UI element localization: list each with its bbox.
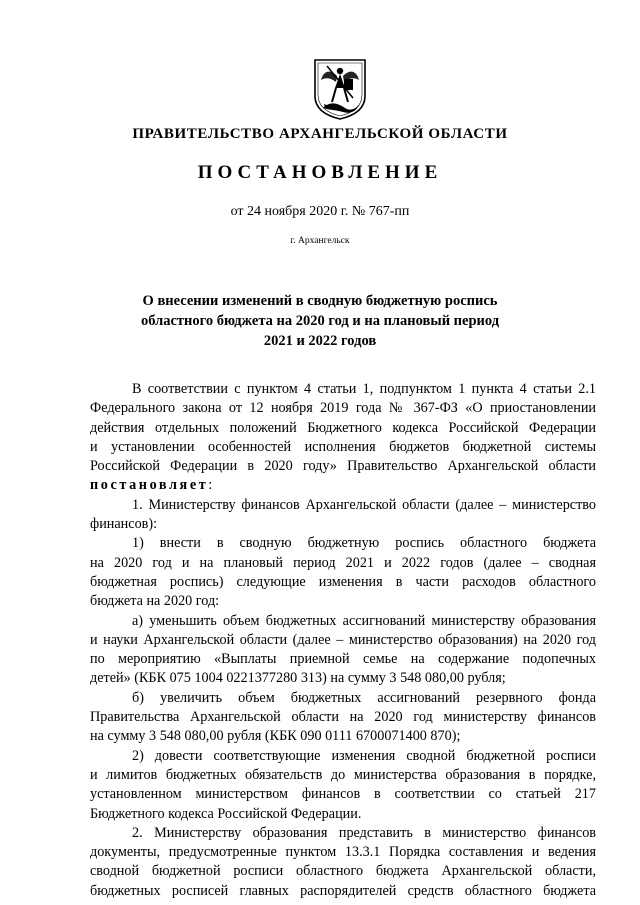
body-line: бюджетных росписей главных распорядителей средств областного бюджета xyxy=(90,882,596,899)
body-line: финансов): xyxy=(90,516,158,533)
archangel-emblem-icon xyxy=(313,58,367,120)
subject-line: 2021 и 2022 годов xyxy=(263,333,377,349)
body-line: действия отдельных положений Бюджетного кодекса Российской Федерации xyxy=(90,419,596,436)
body-line: 1) внести в сводную бюджетную роспись областного бюджета xyxy=(132,535,596,552)
resolves-word: постановляет xyxy=(90,477,209,494)
body-line: бюджетная роспись) следующие изменения в части расходов областного xyxy=(90,573,596,590)
body-line: Российской Федерации в 2020 году» Правительство Архангельской области xyxy=(90,458,596,475)
body-line: а) уменьшить объем бюджетных ассигнований министерству образования xyxy=(132,612,596,629)
document-type-title: ПОСТАНОВЛЕНИЕ xyxy=(197,162,443,183)
body-line: установленном министерством финансов в соответствии со статьей 217 xyxy=(90,786,596,803)
body-line: Бюджетного кодекса Российской Федерации. xyxy=(90,805,362,822)
body-line: В соответствии с пунктом 4 статьи 1, подпунктом 1 пункта 4 статьи 2.1 xyxy=(132,381,596,397)
body-line: на 2020 год и на плановый период 2021 и 2022 годов (далее – сводная xyxy=(90,554,596,571)
resolves-colon: : xyxy=(208,477,213,494)
coat-of-arms-emblem xyxy=(313,58,367,120)
body-line: 2. Министерству образования представить в министерство финансов xyxy=(132,824,596,841)
government-name: ПРАВИТЕЛЬСТВО АРХАНГЕЛЬСКОЙ ОБЛАСТИ xyxy=(132,126,508,142)
body-line: и лимитов бюджетных обязательств до министерства образования в порядке, xyxy=(90,766,596,783)
subject-line: областного бюджета на 2020 год и на плановый период xyxy=(140,313,500,329)
document-subject xyxy=(100,291,540,351)
subject-line: О внесении изменений в сводную бюджетную роспись xyxy=(142,293,498,309)
body-line: 1. Министерству финансов Архангельской области (далее – министерство xyxy=(132,496,596,513)
body-line: и науки Архангельской области (далее – министерство образования) на 2020 год xyxy=(90,631,596,648)
body-line: бюджета на 2020 год: xyxy=(90,593,220,610)
body-line: сводной бюджетной росписи областного бюджета Архангельской области, xyxy=(90,863,596,880)
body-line: б) увеличить объем бюджетных ассигнований резервного фонда xyxy=(132,689,596,706)
document-body xyxy=(90,380,596,901)
body-line: по мероприятию «Выплаты приемной семье на содержание подопечных xyxy=(90,651,596,668)
body-line: и установлении особенностей исполнения бюджетов бюджетной системы xyxy=(90,438,596,455)
date-and-number: от 24 ноября 2020 г. № 767-пп xyxy=(230,204,410,219)
body-line: детей» (КБК 075 1004 0221377280 313) на сумму 3 548 080,00 рубля; xyxy=(90,670,506,687)
body-line: Федерального закона от 12 ноября 2019 года № 367-ФЗ «О приостановлении xyxy=(90,400,596,417)
body-line: Правительства Архангельской области на 2020 год министерству финансов xyxy=(90,709,596,726)
body-line: на сумму 3 548 080,00 рубля (КБК 090 0111 6700071400 870); xyxy=(90,728,461,745)
body-line: документы, предусмотренные пунктом 13.3.1 Порядка составления и ведения xyxy=(90,844,596,861)
city-name: г. Архангельск xyxy=(290,236,350,246)
body-line: 2) довести соответствующие изменения сводной бюджетной росписи xyxy=(132,747,596,764)
resolves-line xyxy=(90,476,596,495)
